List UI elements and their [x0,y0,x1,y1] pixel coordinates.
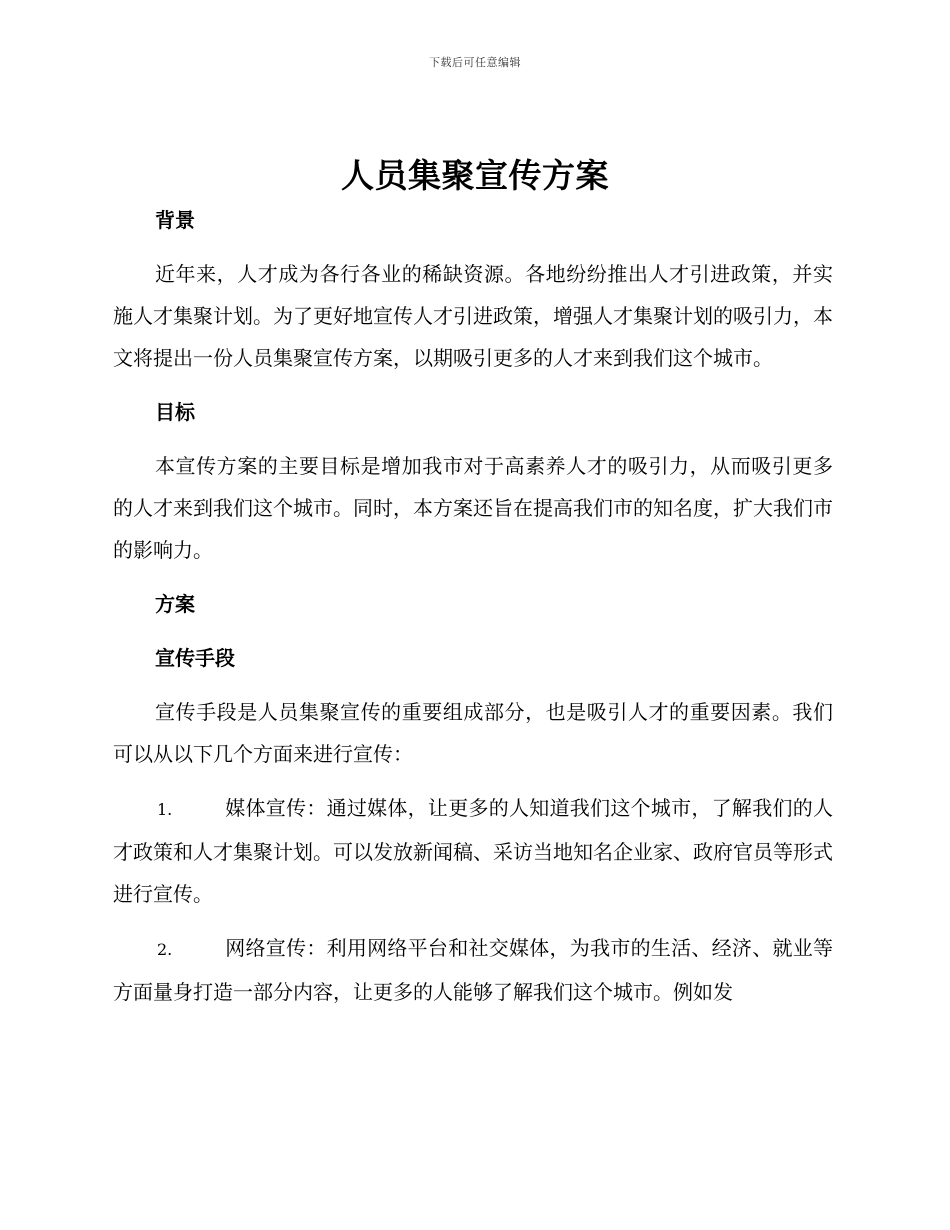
list-number: 1. [157,800,173,819]
list-number: 2. [157,940,173,959]
list-item [113,927,833,1013]
paragraph-goal: 本宣传方案的主要目标是增加我市对于高素养人才的吸引力，从而吸引更多的人才来到我们这个城市。同时，本方案还旨在提高我们市的知名度，扩大我们市的影响力。 [113,454,833,562]
list-item [113,787,833,915]
document-title: 人员集聚宣传方案 [341,156,609,195]
heading-background: 背景 [155,208,195,232]
document-body [113,199,833,1013]
paragraph-background: 近年来，人才成为各行各业的稀缺资源。各地纷纷推出人才引进政策，并实施人才集聚计划。为了更好地宣传人才引进政策，增强人才集聚计划的吸引力，本文将提出一份人员集聚宣传方案，以期吸引更多的人才来到我们这个城市。 [113,262,833,370]
list-item-text: 媒体宣传：通过媒体，让更多的人知道我们这个城市，了解我们的人才政策和人才集聚计划。可以发放新闻稿、采访当地知名企业家、政府官员等形式进行宣传。 [113,796,833,906]
heading-goal: 目标 [155,400,195,424]
heading-means: 宣传手段 [155,646,235,670]
header-note: 下载后可任意编辑 [429,56,521,69]
heading-plan: 方案 [155,592,195,616]
list-item-text: 网络宣传：利用网络平台和社交媒体，为我市的生活、经济、就业等方面量身打造一部分内容，让更多的人能够了解我们这个城市。例如发 [113,936,833,1004]
paragraph-means: 宣传手段是人员集聚宣传的重要组成部分，也是吸引人才的重要因素。我们可以从以下几个方面来进行宣传： [113,700,833,766]
